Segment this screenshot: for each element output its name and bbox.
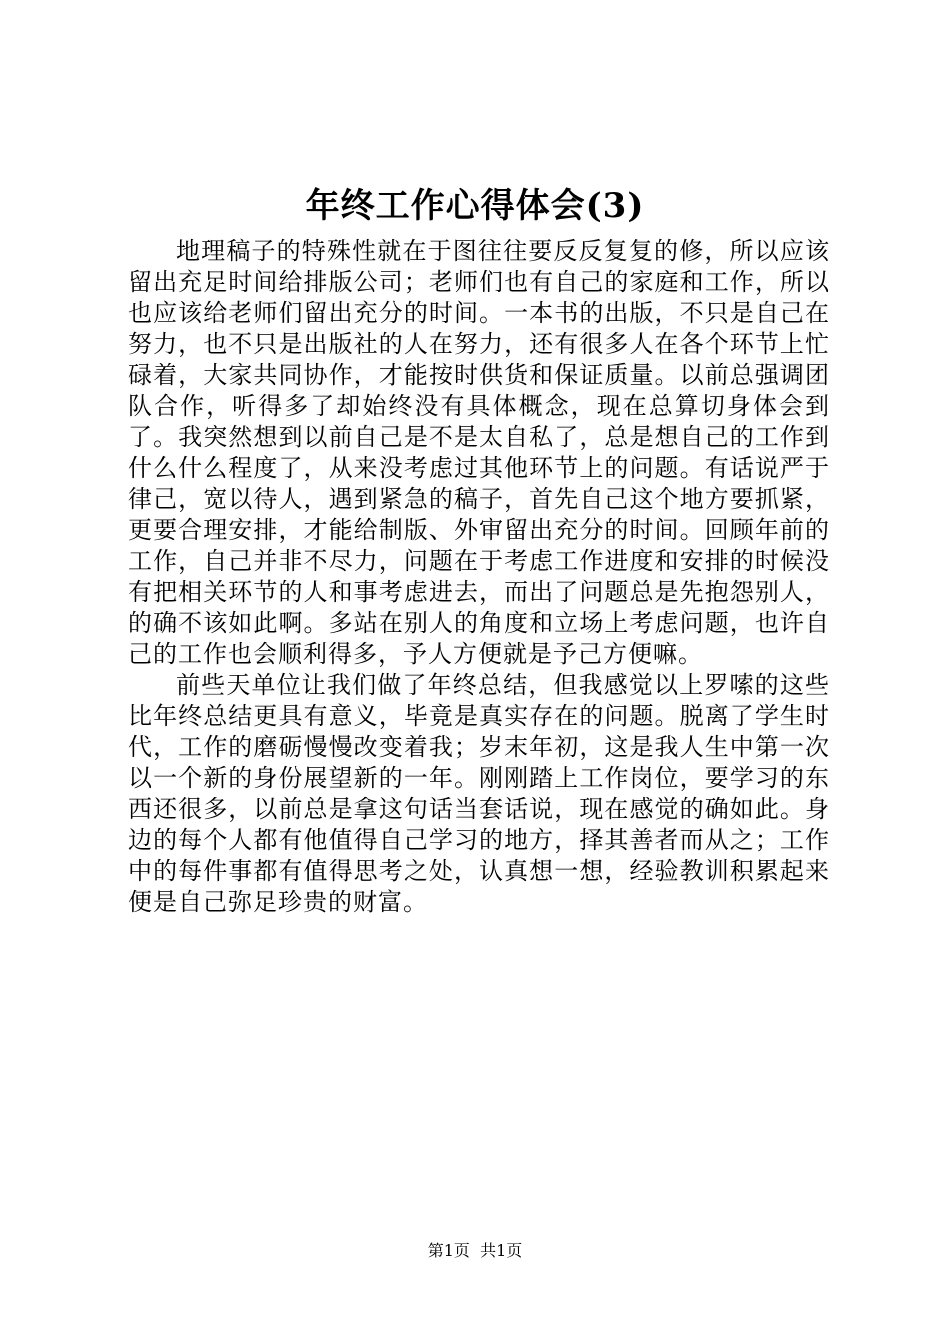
document-body <box>128 236 830 918</box>
document-title: 年终工作心得体会(3) <box>305 186 645 226</box>
page-number: 第1页 共1页 <box>427 1241 523 1260</box>
paragraph-1: 地理稿子的特殊性就在于图往往要反反复复的修，所以应该留出充足时间给排版公司；老师们也有自己的家庭和工作，所以也应该给老师们留出充分的时间。一本书的出版，不只是自己在努力，也不只是出版社的人在努力，还有很多人在各个环节上忙碌着，大家共同协作，才能按时供货和保证质量。以前总强调团队合作，听得多了却始终没有具体概念，现在总算切身体会到了。我突然想到以前自己是不是太自私了，总是想自己的工作到什么什么程度了，从来没考虑过其他环节上的问题。有话说严于律己，宽以待人，遇到紧急的稿子，首先自己这个地方要抓紧，更要合理安排，才能给制版、外审留出充分的时间。回顾年前的工作，自己并非不尽力，问题在于考虑工作进度和安排的时候没有把相关环节的人和事考虑进去，而出了问题总是先抱怨别人，的确不该如此啊。多站在别人的角度和立场上考虑问题，也许自己的工作也会顺利得多，予人方便就是予己方便嘛。 <box>128 237 830 668</box>
paragraph-2: 前些天单位让我们做了年终总结，但我感觉以上罗嗦的这些比年终总结更具有意义，毕竟是真实存在的问题。脱离了学生时代，工作的磨砺慢慢改变着我；岁末年初，这是我人生中第一次以一个新的身份展望新的一年。刚刚踏上工作岗位，要学习的东西还很多，以前总是拿这句话当套话说，现在感觉的确如此。身边的每个人都有他值得自己学习的地方，择其善者而从之；工作中的每件事都有值得思考之处，认真想一想，经验教训积累起来便是自己弥足珍贵的财富。 <box>128 671 830 916</box>
page-footer <box>0 1241 950 1261</box>
